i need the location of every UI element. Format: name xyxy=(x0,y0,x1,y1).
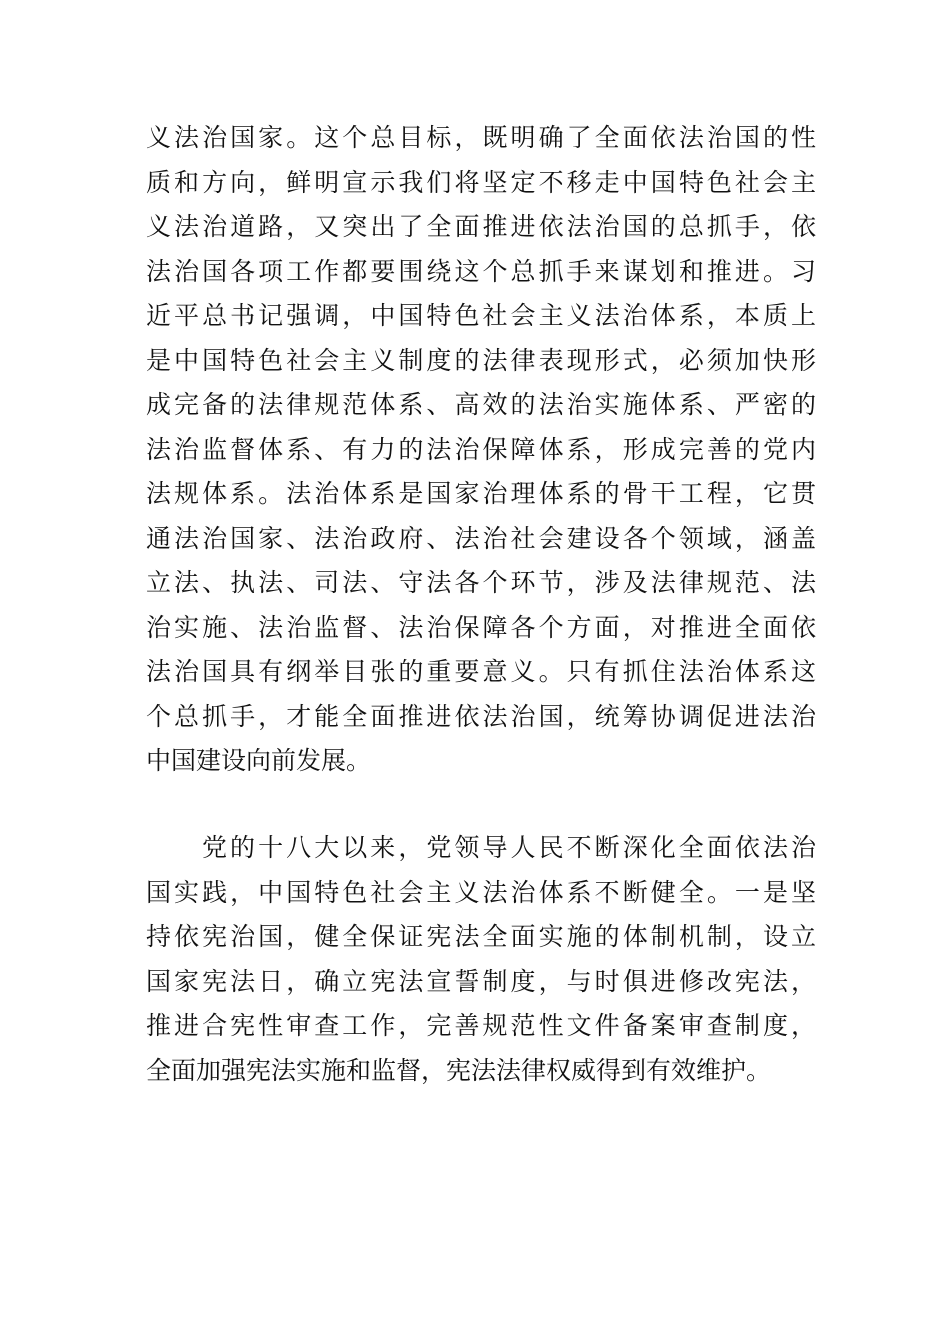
paragraph-line: 中国建设向前发展。 xyxy=(146,746,372,775)
paragraph-line: 个总抓手，才能全面推进依法治国，统筹协调促进法治 xyxy=(146,701,816,731)
paragraph-line: 法治国具有纲举目张的重要意义。只有抓住法治体系这 xyxy=(146,657,816,686)
paragraph-line: 法规体系。法治体系是国家治理体系的骨干工程，它贯 xyxy=(146,479,816,508)
paragraph-1 xyxy=(146,116,816,784)
paragraph-line: 持依宪治国，健全保证宪法全面实施的体制机制，设立 xyxy=(146,922,816,951)
paragraph-line: 治实施、法治监督、法治保障各个方面，对推进全面依 xyxy=(146,612,816,642)
paragraph-line: 国家宪法日，确立宪法宣誓制度，与时俱进修改宪法， xyxy=(146,966,816,996)
paragraph-line: 法治国各项工作都要围绕这个总抓手来谋划和推进。习 xyxy=(146,256,816,286)
paragraph-line: 立法、执法、司法、守法各个环节，涉及法律规范、法 xyxy=(146,568,816,597)
paragraph-line: 全面加强宪法实施和监督，宪法法律权威得到有效维护。 xyxy=(146,1055,772,1085)
paragraph-line: 成完备的法律规范体系、高效的法治实施体系、严密的 xyxy=(146,390,816,419)
paragraph-line: 义法治道路，又突出了全面推进依法治国的总抓手，依 xyxy=(146,212,816,241)
paragraph-2 xyxy=(146,826,816,1093)
paragraph-line: 推进合宪性审查工作，完善规范性文件备案审查制度， xyxy=(146,1011,816,1040)
paragraph-line: 近平总书记强调，中国特色社会主义法治体系，本质上 xyxy=(146,301,816,330)
paragraph-line: 是中国特色社会主义制度的法律表现形式，必须加快形 xyxy=(146,345,816,375)
paragraph-line: 法治监督体系、有力的法治保障体系，形成完善的党内 xyxy=(146,434,816,464)
paragraph-line: 通法治国家、法治政府、法治社会建设各个领域，涵盖 xyxy=(146,523,816,553)
paragraph-line: 义法治国家。这个总目标，既明确了全面依法治国的性 xyxy=(146,123,816,152)
paragraph-line: 质和方向，鲜明宣示我们将坚定不移走中国特色社会主 xyxy=(146,167,816,197)
paragraph-line: 党的十八大以来，党领导人民不断深化全面依法治 xyxy=(202,833,816,862)
paragraph-line: 国实践，中国特色社会主义法治体系不断健全。一是坚 xyxy=(146,877,816,907)
